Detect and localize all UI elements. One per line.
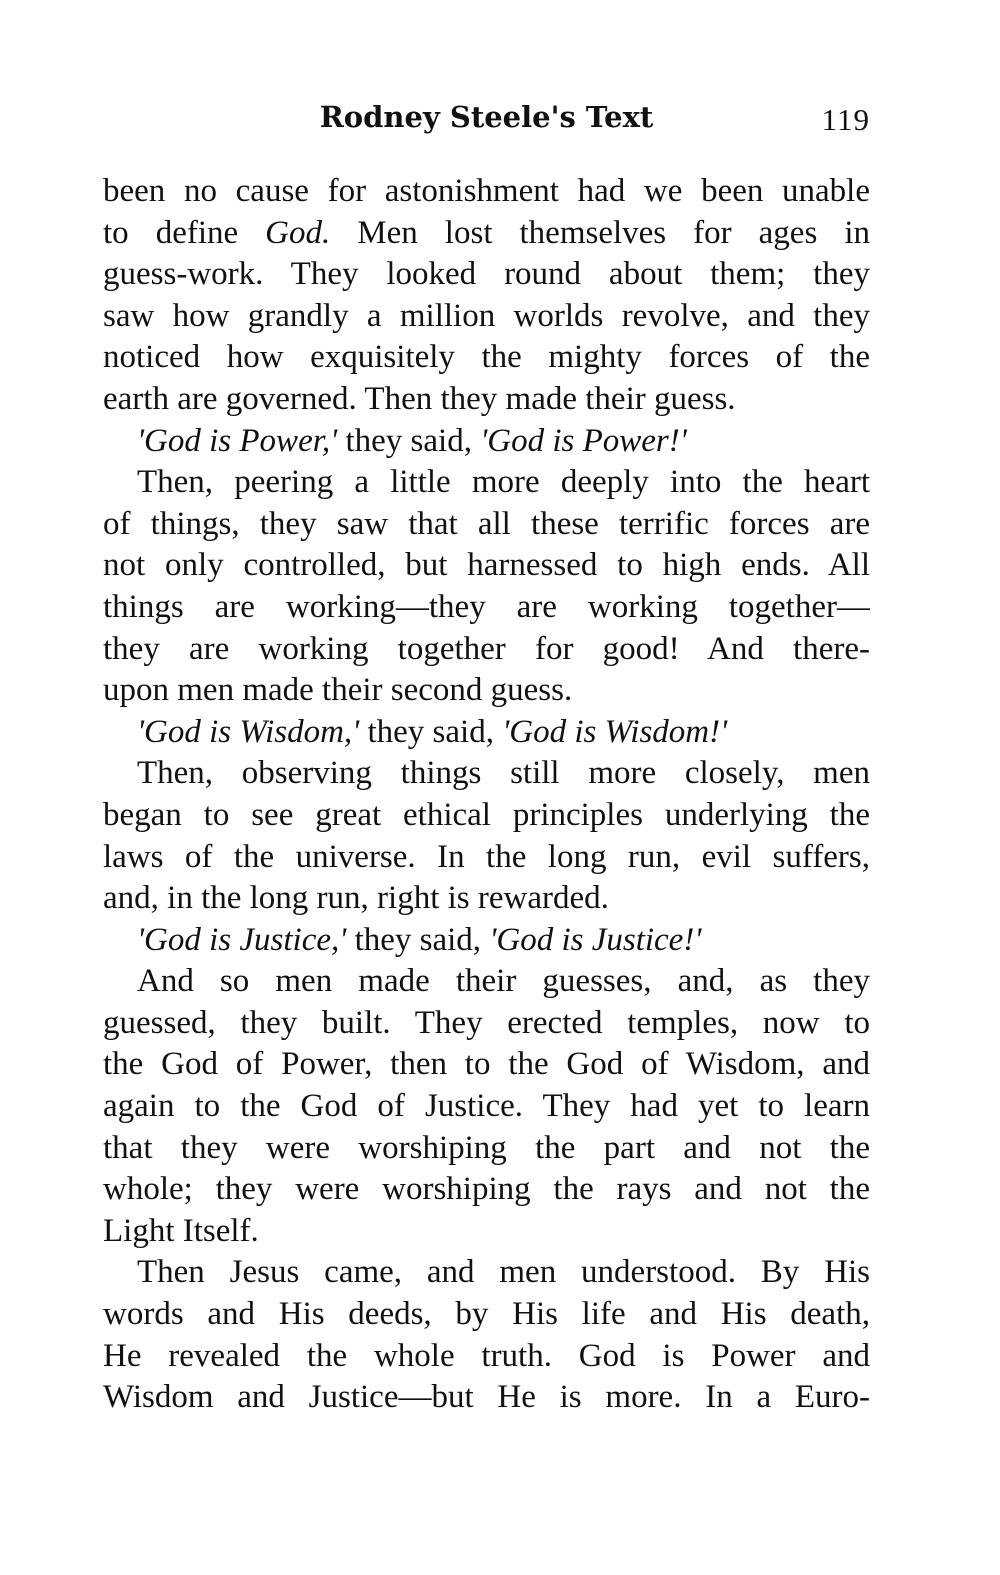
emphasis: God. bbox=[265, 214, 331, 251]
running-head bbox=[103, 100, 870, 140]
text-line: Light Itself. bbox=[103, 1212, 259, 1249]
text-line: again to the God of Justice. They had yet to learn bbox=[103, 1088, 870, 1125]
text-line: Wisdom and Justice—but He is more. In a Euro- bbox=[103, 1379, 870, 1416]
text-line: words and His deeds, by His life and His death, bbox=[103, 1296, 870, 1333]
text-line: earth are governed. Then they made their guess. bbox=[103, 380, 736, 417]
text-line: the God of Power, then to the God of Wisdom, and bbox=[103, 1046, 870, 1083]
quote-line: 'God is Power,' they said, 'God is Power!' bbox=[137, 422, 687, 459]
text-line: began to see great ethical principles underlying the bbox=[103, 796, 870, 833]
body-text bbox=[103, 171, 870, 1419]
text-line: Then Jesus came, and men understood. By His bbox=[137, 1254, 870, 1291]
text-line: He revealed the whole truth. God is Power and bbox=[103, 1337, 870, 1374]
page-number: 119 bbox=[821, 102, 870, 137]
text-line: that they were worshiping the part and not the bbox=[103, 1129, 870, 1166]
text-line: Then, peering a little more deeply into the heart bbox=[137, 464, 870, 501]
text-line: things are working—they are working together— bbox=[103, 588, 870, 625]
text-line: noticed how exquisitely the mighty forces of the bbox=[103, 339, 870, 376]
running-title: Rodney Steele's Text bbox=[319, 100, 654, 134]
quote-line: 'God is Justice,' they said, 'God is Justice!' bbox=[137, 921, 702, 958]
text-line: saw how grandly a million worlds revolve, and they bbox=[103, 297, 870, 334]
text-line: and, in the long run, right is rewarded. bbox=[103, 880, 609, 917]
emphasis: 'God is Justice!' bbox=[489, 921, 702, 958]
text-line: been no cause for astonishment had we been unable bbox=[103, 173, 870, 209]
quote-line: 'God is Wisdom,' they said, 'God is Wisdom!' bbox=[137, 713, 728, 750]
text-line: of things, they saw that all these terrific forces are bbox=[103, 505, 870, 542]
emphasis: 'God is Justice,' bbox=[137, 921, 347, 958]
text-line: they are working together for good! And there- bbox=[103, 630, 870, 667]
text-line: to define God. Men lost themselves for ages in bbox=[103, 214, 870, 251]
emphasis: 'God is Power,' bbox=[137, 422, 338, 459]
text-line: And so men made their guesses, and, as they bbox=[137, 963, 870, 1000]
text-line: guessed, they built. They erected temples, now to bbox=[103, 1004, 870, 1041]
book-page bbox=[103, 100, 870, 1419]
text-line: not only controlled, but harnessed to high ends. All bbox=[103, 547, 870, 584]
text-line: guess-work. They looked round about them; they bbox=[103, 256, 870, 293]
text-line: Then, observing things still more closely, men bbox=[137, 755, 870, 792]
text-line: laws of the universe. In the long run, evil suffers, bbox=[103, 838, 870, 875]
emphasis: 'God is Wisdom!' bbox=[502, 713, 728, 750]
text-line: upon men made their second guess. bbox=[103, 672, 573, 709]
emphasis: 'God is Power!' bbox=[480, 422, 687, 459]
text-line: whole; they were worshiping the rays and not the bbox=[103, 1171, 870, 1208]
emphasis: 'God is Wisdom,' bbox=[137, 713, 360, 750]
